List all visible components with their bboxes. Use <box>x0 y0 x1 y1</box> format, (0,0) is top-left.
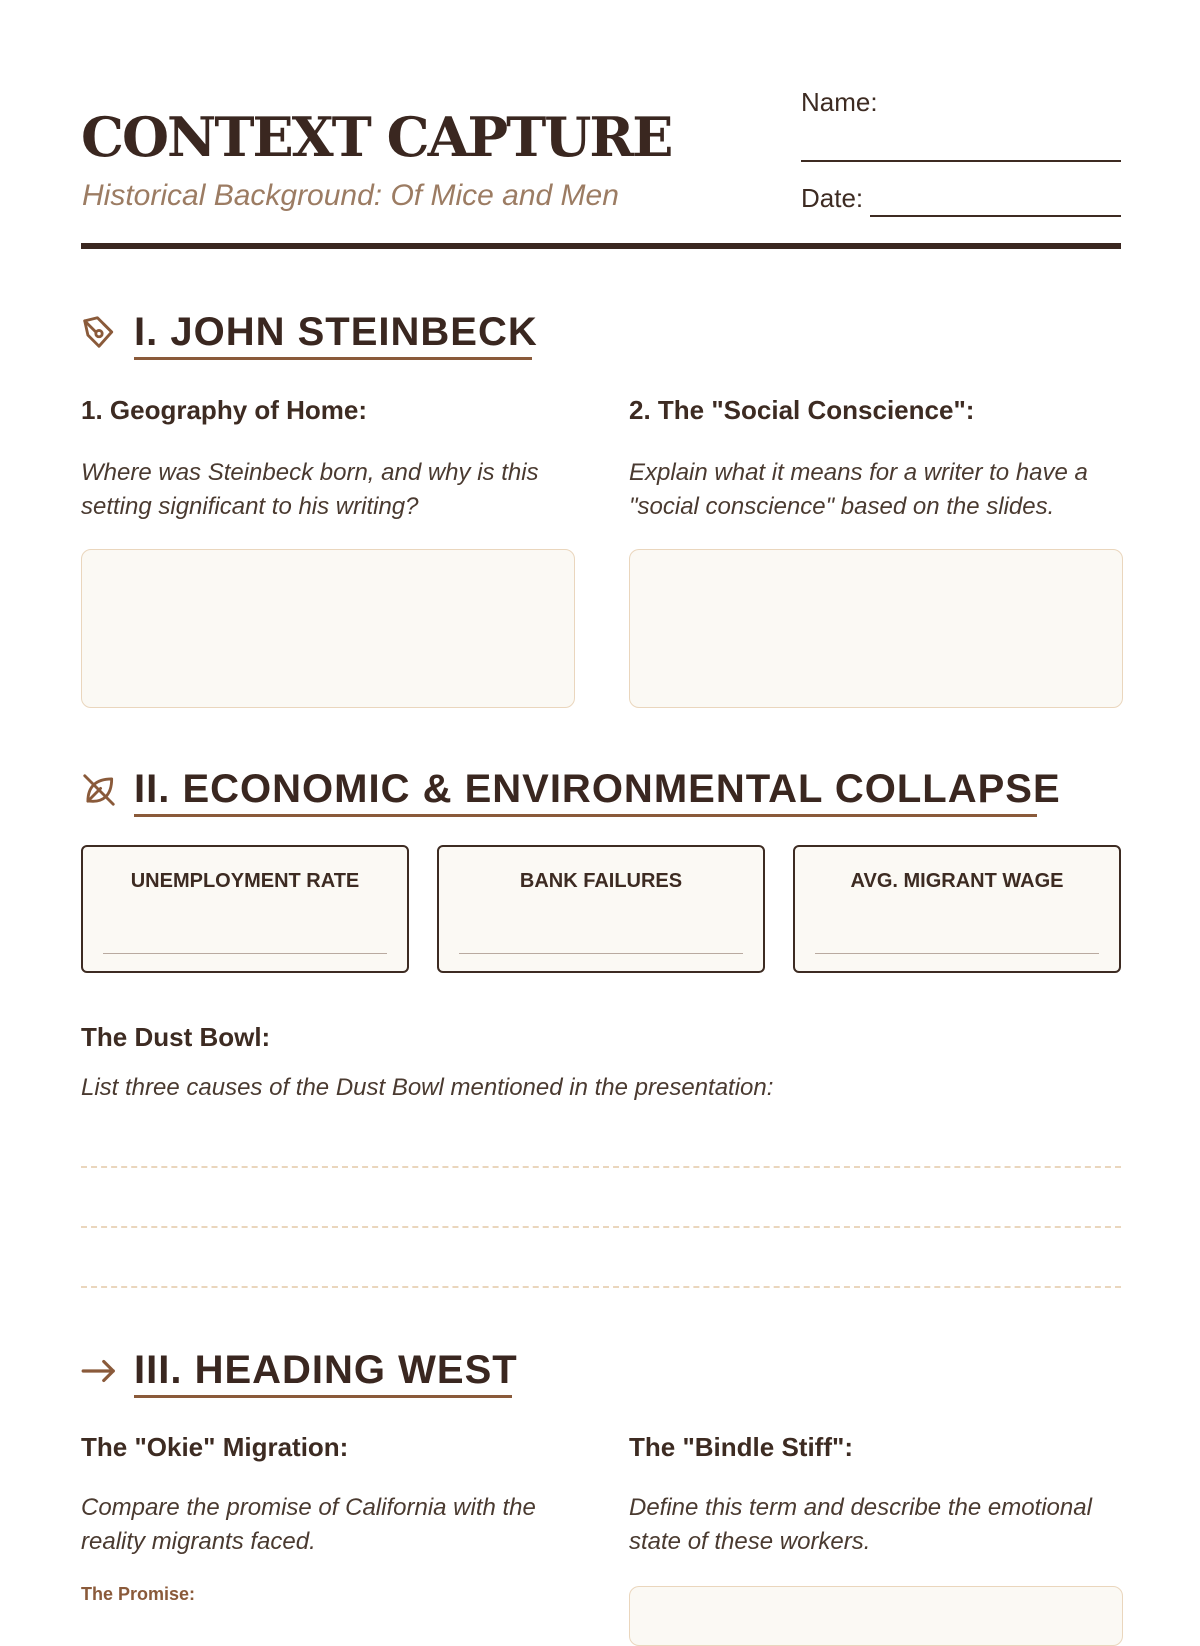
stat-card-unemployment <box>81 845 409 973</box>
stat-label-unemployment: UNEMPLOYMENT RATE <box>130 870 360 892</box>
section-underline <box>134 1395 512 1398</box>
arrow-right-icon <box>80 1352 118 1390</box>
question-prompt-dust-bowl: List three causes of the Dust Bowl mentioned in the presentation: <box>81 1074 774 1101</box>
name-field[interactable] <box>801 160 1121 162</box>
answer-box-bindle-stiff[interactable] <box>629 1586 1123 1646</box>
answer-line-2[interactable] <box>81 1226 1121 1228</box>
leaf-off-icon <box>80 771 118 809</box>
stat-card-migrant-wage <box>793 845 1121 973</box>
question-label-social-conscience: 2. The "Social Conscience": <box>629 395 975 425</box>
stat-input-migrant-wage[interactable] <box>815 953 1099 954</box>
promise-label: The Promise: <box>81 1584 196 1604</box>
section-title-steinbeck: I. JOHN STEINBECK <box>134 310 538 354</box>
question-label-dust-bowl: The Dust Bowl: <box>81 1022 271 1052</box>
answer-box-social-conscience[interactable] <box>629 549 1123 708</box>
pen-nib-icon <box>80 313 118 351</box>
section-underline <box>134 814 1037 817</box>
page-subtitle: Historical Background: Of Mice and Men <box>82 179 619 212</box>
stat-label-bank-failures: BANK FAILURES <box>519 870 683 892</box>
section-title-economic: II. ECONOMIC & ENVIRONMENTAL COLLAPSE <box>134 767 1061 811</box>
answer-box-geography[interactable] <box>81 549 575 708</box>
stat-input-bank-failures[interactable] <box>459 953 743 954</box>
stat-input-unemployment[interactable] <box>103 953 387 954</box>
question-prompt-bindle-stiff: Define this term and describe the emotional state of these workers. <box>629 1494 1092 1555</box>
header-divider <box>81 243 1121 249</box>
question-label-okie: The "Okie" Migration: <box>81 1432 349 1462</box>
answer-line-3[interactable] <box>81 1286 1121 1288</box>
question-prompt-geography: Where was Steinbeck born, and why is this setting significant to his writing? <box>81 459 539 520</box>
question-label-geography: 1. Geography of Home: <box>81 395 368 425</box>
section-underline <box>134 357 532 360</box>
question-label-bindle-stiff: The "Bindle Stiff": <box>629 1432 853 1462</box>
question-prompt-social-conscience: Explain what it means for a writer to have a "social conscience" based on the slides. <box>629 459 1088 520</box>
stat-card-bank-failures <box>437 845 765 973</box>
section-title-heading-west: III. HEADING WEST <box>134 1348 518 1392</box>
stat-label-migrant-wage: AVG. MIGRANT WAGE <box>850 870 1064 892</box>
name-label: Name: <box>801 87 878 117</box>
date-label: Date: <box>801 183 864 213</box>
page-title: CONTEXT CAPTURE <box>81 105 672 169</box>
question-prompt-okie: Compare the promise of California with the reality migrants faced. <box>81 1494 536 1555</box>
answer-line-1[interactable] <box>81 1166 1121 1168</box>
date-field[interactable] <box>870 215 1121 217</box>
